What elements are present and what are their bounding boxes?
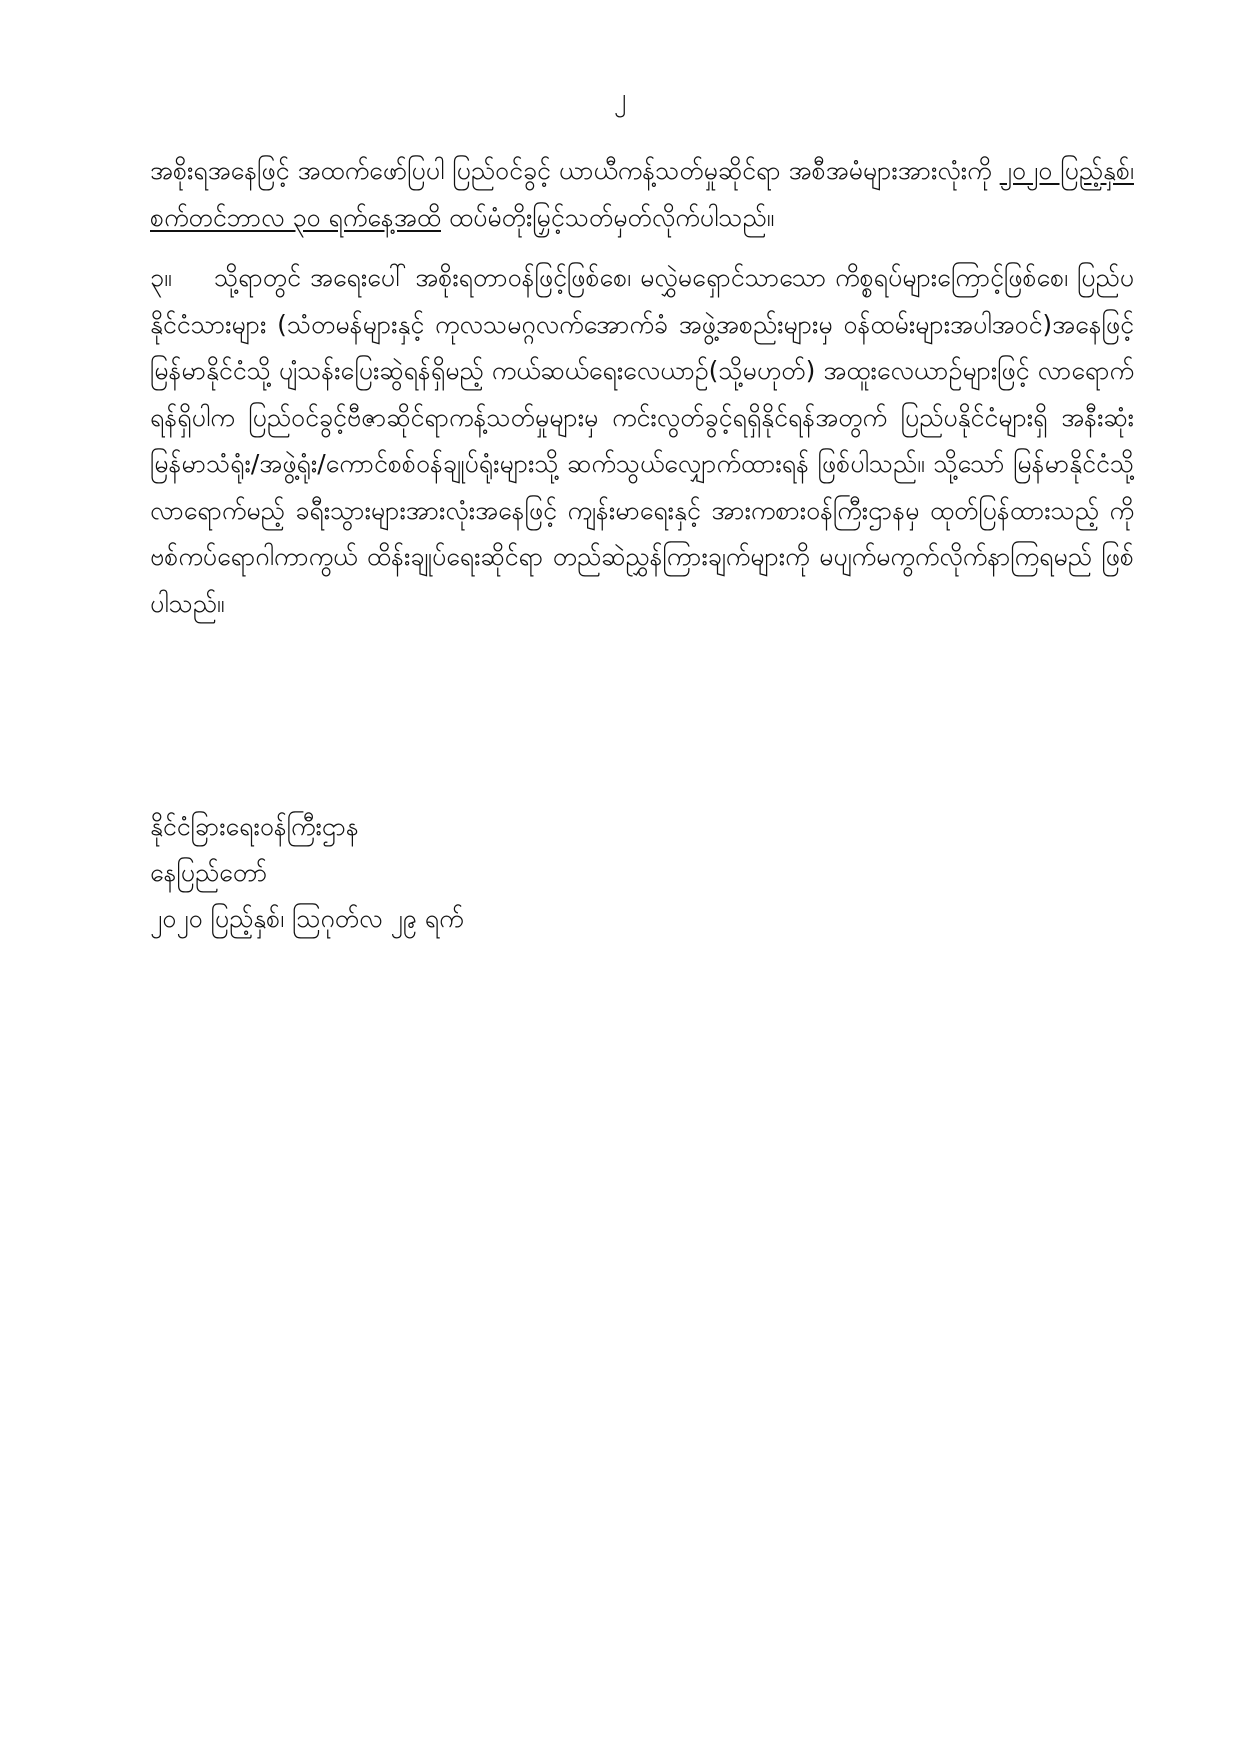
signature-block — [150, 804, 464, 942]
issue-date: ၂၀၂၀ ပြည့်နှစ်၊ ဩဂုတ်လ ၂၉ ရက် — [150, 904, 464, 933]
paragraph-text-tail: ထပ်မံတိုးမြှင့်သတ်မှတ်လိုက်ပါသည်။ — [441, 202, 775, 232]
issuing-place: နေပြည်တော် — [150, 858, 268, 887]
paragraph-exemption — [150, 255, 1134, 627]
paragraph-text-lead: အစိုးရအနေဖြင့် အထက်ဖော်ပြပါ ပြည်ဝင်ခွင့် ယာယီကန့်သတ်မှုဆိုင်ရာ အစီအမံများအားလုံးကို — [150, 156, 1000, 185]
underlined-deadline: ၂၀၂၀ ပြည့်နှစ်၊ စက်တင်ဘာလ ၃၀ ရက်နေ့အထိ — [150, 156, 1134, 232]
document-body — [150, 148, 1134, 627]
issuing-ministry: နိုင်ငံခြားရေးဝန်ကြီးဌာန — [150, 812, 359, 841]
page-number: ၂ — [613, 83, 627, 112]
paragraph-extension-notice — [150, 148, 1134, 241]
paragraph-number: ၃။ — [150, 263, 172, 292]
paragraph-text: သို့ရာတွင် အရေးပေါ် အစိုးရတာဝန်ဖြင့်ဖြစ်စေ၊ မလွှဲမရှောင်သာသော ကိစ္စရပ်များကြောင့်ဖြစ်စေ၊ ပြည်ပနိုင်ငံသားများ (သံတမန်များနှင့် ကုလသမဂ္ဂလက်အောက်ခံ အဖွဲ့အစည်းများမှ ဝန်ထမ်းများအပါအဝင်)အနေဖြင့် မြန်မာနိုင်ငံသို့ ပျံသန်းပြေးဆွဲရန်ရှိမည့် ကယ်ဆယ်ရေးလေယာဉ်(သို့မဟုတ်) အထူးလေယာဉ်များဖြင့် လာရောက်ရန်ရှိပါက ပြည်ဝင်ခွင့်ဗီဇာဆိုင်ရာကန့်သတ်မှုများမှ ကင်းလွတ်ခွင့်ရရှိနိုင်ရန်အတွက် ပြည်ပနိုင်ငံများရှိ အနီးဆုံး မြန်မာသံရုံး/အဖွဲ့ရုံး/ကောင်စစ်ဝန်ချုပ်ရုံးများသို့ ဆက်သွယ်လျှောက်ထားရန် ဖြစ်ပါသည်။ သို့သော် မြန်မာနိုင်ငံသို့ လာရောက်မည့် ခရီးသွားများအားလုံးအနေဖြင့် ကျန်းမာရေးနှင့် အားကစားဝန်ကြီးဌာနမှ ထုတ်ပြန်ထားသည့် ကိုဗစ်ကပ်ရောဂါကာကွယ် ထိန်းချုပ်ရေးဆိုင်ရာ တည်ဆဲညွှန်ကြားချက်များကို မပျက်မကွက်လိုက်နာကြရမည် ဖြစ်ပါသည်။ — [150, 263, 1134, 618]
